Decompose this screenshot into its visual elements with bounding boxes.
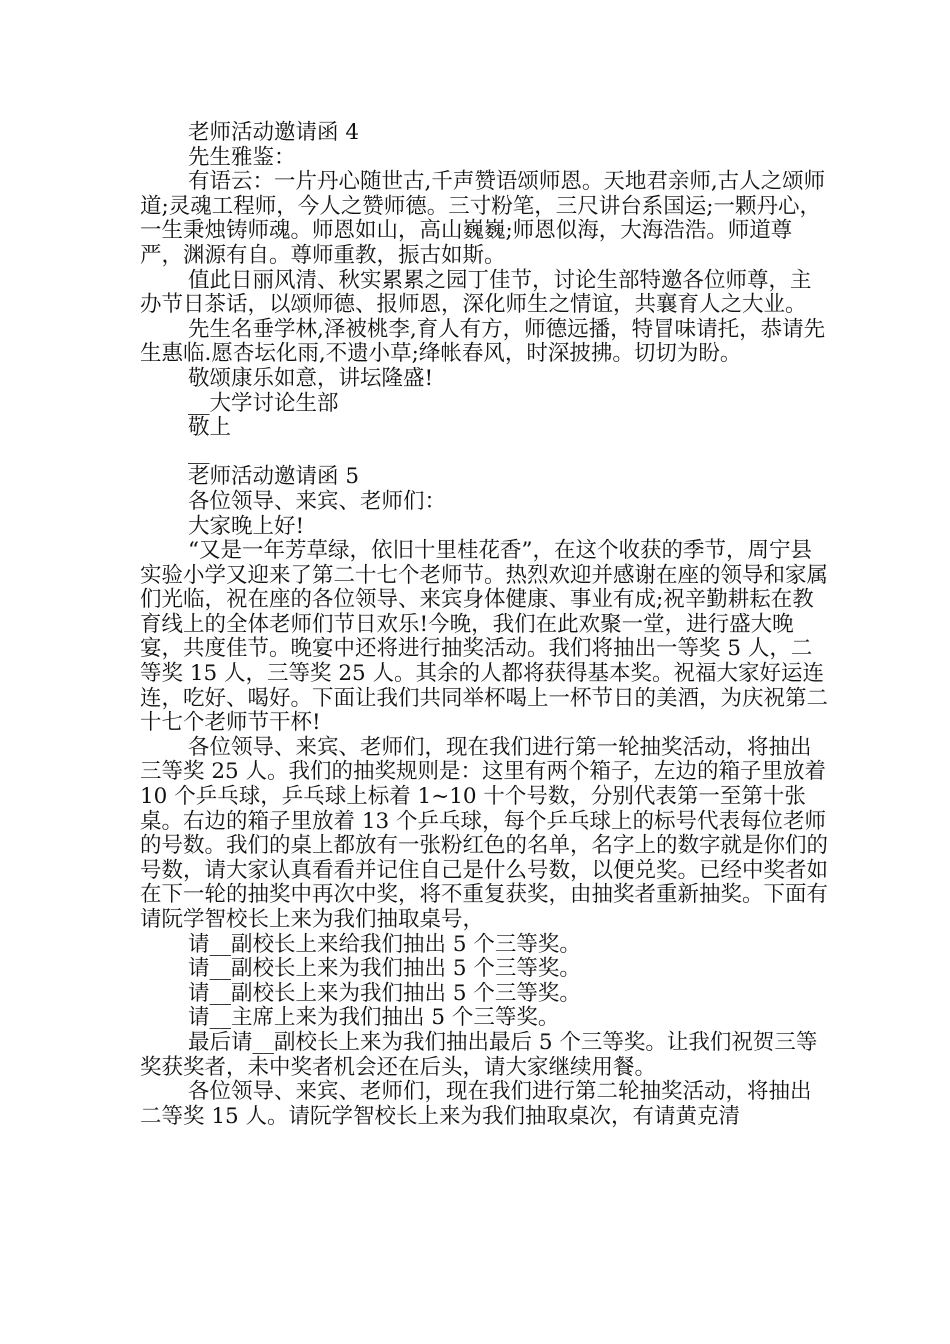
section-4-salutation: 先生雅鉴： — [188, 144, 296, 170]
section-5-line-2: 请__副校长上来为我们抽出 5 个三等奖。 — [188, 956, 581, 982]
section-5-paragraph-1: “又是一年芳草绿，依旧十里桂花香”，在这个收获的季节，周宁县实验小学又迎来了第二十七个老师节。热烈欢迎并感谢在座的领导和家属们光临，祝在座的各位领导、来宾身体健康、事业有成;祝辛勤耕耘在教育线上的全体老师们节日欢乐!今晚，我们在此欢聚一堂，进行盛大晚宴，共度佳节。晚宴中还将进行抽奖活动。我们将抽出一等奖 5 人，二等奖 15 人，三等奖 25 人。其余的人都将获得基本奖。祝福大家好运连连，吃好、喝好。下面让我们共同举杯喝上一杯节日的美酒，为庆祝第二十七个老师节干杯! — [140, 538, 829, 736]
section-4-sender: __大学讨论生部 — [188, 390, 339, 416]
document-page — [140, 120, 833, 1129]
section-5-paragraph-2: 各位领导、来宾、老师们，现在我们进行第一轮抽奖活动，将抽出三等奖 25 人。我们的抽奖规则是：这里有两个箱子，左边的箱子里放着 10 个乒乓球，乒乓球上标着 1~10 十个号数，分别代表第一至第十张桌。右边的箱子里放着 13 个乒乓球，每个乒乓球上的标号代表每位老师的号数。我们的桌上都放有一张粉红色的名单，名字上的数字就是你们的号数，请大家认真看看并记住自己是什么号数，以便兑奖。已经中奖者如在下一轮的抽奖中再次中奖，将不重复获奖，由抽奖者重新抽奖。下面有请阮学智校长上来为我们抽取桌号， — [140, 734, 833, 932]
section-5-salutation: 各位领导、来宾、老师们： — [188, 488, 447, 514]
section-4-title: 老师活动邀请函 4 — [188, 120, 360, 145]
section-5-line-1: 请__副校长上来给我们抽出 5 个三等奖。 — [188, 931, 581, 957]
section-4-closing: 敬颂康乐如意，讲坛隆盛! — [188, 365, 434, 391]
section-5-title: 老师活动邀请函 5 — [188, 464, 360, 490]
section-4-paragraph-1: 有语云：一片丹心随世古,千声赞语颂师恩。天地君亲师,古人之颂师道;灵魂工程师，今人之赞师德。三寸粉笔，三尺讲台系国运;一颗丹心，一生秉烛铸师魂。师恩如山，高山巍巍;师恩似海，大海浩浩。师道尊严，渊源有自。尊师重教，振古如斯。 — [140, 169, 826, 268]
section-4-paragraph-3: 先生名垂学林,泽被桃李,育人有方，师德远播，特冒味请托，恭请先生惠临.愿杏坛化雨,不遗小草;绛帐春风，时深披拂。切切为盼。 — [140, 316, 826, 367]
section-5-paragraph-4: 各位领导、来宾、老师们，现在我们进行第二轮抽奖活动，将抽出二等奖 15 人。请阮学智校长上来为我们抽取桌次，有请黄克清 — [140, 1079, 812, 1129]
section-5-greeting: 大家晚上好! — [188, 513, 305, 539]
section-5-line-3: 请__副校长上来为我们抽出 5 个三等奖。 — [188, 980, 581, 1006]
section-5-paragraph-3: 最后请__副校长上来为我们抽出最后 5 个三等奖。让我们祝贺三等奖获奖者，未中奖者机会还在后头，请大家继续用餐。 — [140, 1029, 818, 1080]
section-5-line-4: 请__主席上来为我们抽出 5 个三等奖。 — [188, 1005, 560, 1031]
section-4-date: __ — [188, 439, 210, 465]
section-4-paragraph-2: 值此日丽风清、秋实累累之园丁佳节，讨论生部特邀各位师尊，主办节日茶话，以颂师德、报师恩，深化师生之情谊，共襄育人之大业。 — [140, 267, 812, 318]
section-4-respect: 敬上 — [188, 415, 232, 441]
